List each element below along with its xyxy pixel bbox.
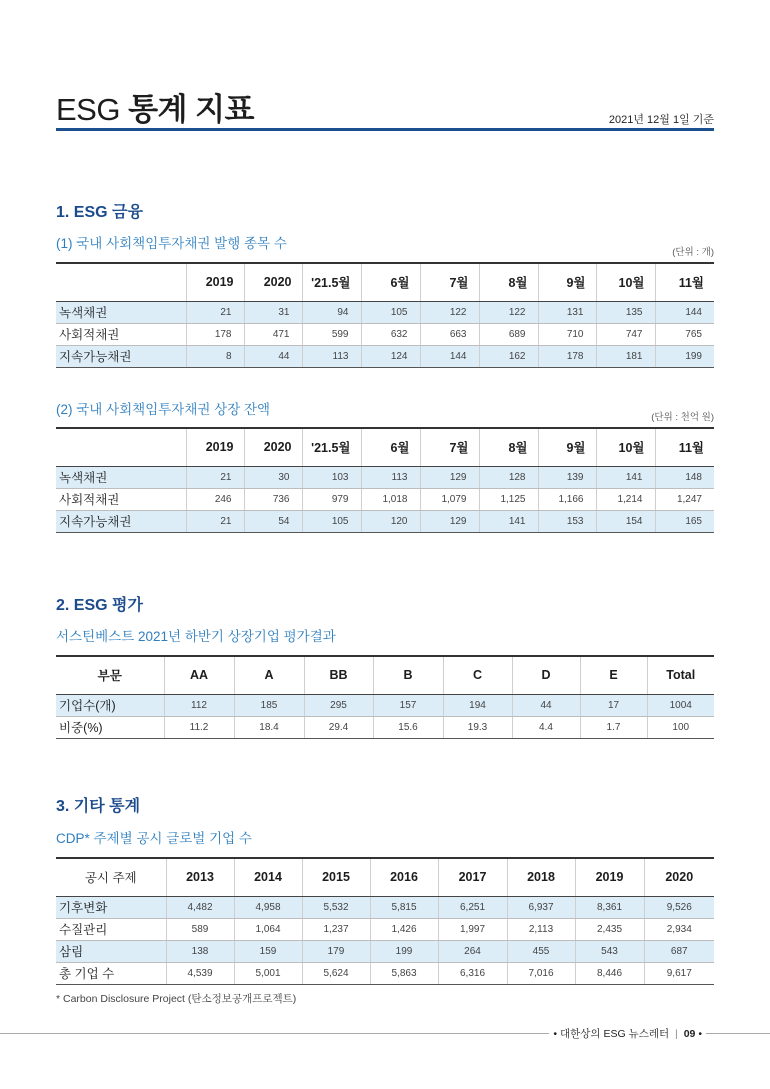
- table-cell: 5,815: [370, 896, 438, 918]
- table-cell: 455: [507, 940, 575, 962]
- table-cell: 128: [479, 466, 538, 488]
- column-header: 2019: [186, 428, 244, 466]
- table-row: [56, 323, 714, 345]
- column-header: '21.5월: [302, 263, 361, 301]
- column-header: 8월: [479, 263, 538, 301]
- row-label: 기업수(개): [56, 694, 164, 716]
- table-cell: 113: [361, 466, 420, 488]
- column-header: 2014: [234, 858, 302, 896]
- page-number: 09: [683, 1028, 696, 1040]
- table-cell: 100: [647, 716, 714, 738]
- rating-subtitle: 서스틴베스트 2021년 하반기 상장기업 평가결과: [56, 629, 336, 644]
- table-cell: 4,958: [234, 896, 302, 918]
- table-cell: 194: [443, 694, 512, 716]
- table-cell: 5,624: [302, 962, 370, 984]
- column-header: [56, 263, 186, 301]
- table-cell: 5,532: [302, 896, 370, 918]
- table-cell: 765: [655, 323, 714, 345]
- table-cell: 131: [538, 301, 596, 323]
- table-header-row: [56, 428, 714, 466]
- column-header: 2018: [507, 858, 575, 896]
- table-cell: 157: [373, 694, 443, 716]
- table-cell: 710: [538, 323, 596, 345]
- table-row: [56, 716, 714, 738]
- column-header: 10월: [596, 428, 655, 466]
- column-header: 공시 주제: [56, 858, 166, 896]
- table-cell: 112: [164, 694, 234, 716]
- table-cell: 543: [575, 940, 644, 962]
- table-header-row: [56, 858, 714, 896]
- column-header: D: [512, 656, 580, 694]
- table-cell: 148: [655, 466, 714, 488]
- table-row: [56, 962, 714, 984]
- table-cell: 103: [302, 466, 361, 488]
- table-cell: 181: [596, 345, 655, 367]
- table-row: [56, 301, 714, 323]
- table1-unit: (단위 : 개): [672, 247, 714, 258]
- footer-publication: 대한상의 ESG 뉴스레터: [559, 1028, 670, 1040]
- page-title-latin: ESG: [56, 92, 120, 127]
- column-header: 10월: [596, 263, 655, 301]
- column-header: 부문: [56, 656, 164, 694]
- table-cell: 11.2: [164, 716, 234, 738]
- table-cell: 4,482: [166, 896, 234, 918]
- table-cell: 165: [655, 510, 714, 532]
- table-cell: 19.3: [443, 716, 512, 738]
- table-cell: 6,937: [507, 896, 575, 918]
- table-cell: 15.6: [373, 716, 443, 738]
- table1-subtitle: (1) 국내 사회책임투자채권 발행 종목 수: [56, 236, 287, 251]
- table-cell: 1,426: [370, 918, 438, 940]
- footer-bullet-right: •: [698, 1028, 702, 1040]
- table-header-row: [56, 263, 714, 301]
- table-cell: 9,617: [644, 962, 714, 984]
- table-header-row: [56, 656, 714, 694]
- table-cell: 1,237: [302, 918, 370, 940]
- table-cell: 2,934: [644, 918, 714, 940]
- column-header: 6월: [361, 263, 420, 301]
- table-cell: 1,997: [438, 918, 507, 940]
- table-cell: 124: [361, 345, 420, 367]
- bond-issuance-count-table: [56, 262, 714, 368]
- table-cell: 120: [361, 510, 420, 532]
- table-cell: 1,247: [655, 488, 714, 510]
- table-cell: 295: [304, 694, 373, 716]
- table-cell: 6,316: [438, 962, 507, 984]
- table-cell: 144: [420, 345, 479, 367]
- row-label: 녹색채권: [56, 301, 186, 323]
- table-cell: 29.4: [304, 716, 373, 738]
- table-cell: 162: [479, 345, 538, 367]
- table-cell: 9,526: [644, 896, 714, 918]
- column-header: 2020: [244, 263, 302, 301]
- table-cell: 7,016: [507, 962, 575, 984]
- table-cell: 8: [186, 345, 244, 367]
- table-cell: 1,166: [538, 488, 596, 510]
- footnote: * Carbon Disclosure Project (탄소정보공개프로젝트): [56, 993, 297, 1005]
- table-row: [56, 488, 714, 510]
- row-label: 녹색채권: [56, 466, 186, 488]
- table-cell: 8,361: [575, 896, 644, 918]
- cdp-subtitle: CDP* 주제별 공시 글로벌 기업 수: [56, 831, 252, 846]
- table-cell: 185: [234, 694, 304, 716]
- column-header: 2019: [575, 858, 644, 896]
- column-header: '21.5월: [302, 428, 361, 466]
- row-label: 기후변화: [56, 896, 166, 918]
- table-cell: 2,113: [507, 918, 575, 940]
- section-heading-esg-finance: 1. ESG 금융: [56, 204, 143, 221]
- table-cell: 21: [186, 466, 244, 488]
- table-cell: 736: [244, 488, 302, 510]
- table-cell: 135: [596, 301, 655, 323]
- row-label: 사회적채권: [56, 323, 186, 345]
- section-heading-esg-rating: 2. ESG 평가: [56, 597, 143, 614]
- table-cell: 4,539: [166, 962, 234, 984]
- row-label: 사회적채권: [56, 488, 186, 510]
- row-label: 수질관리: [56, 918, 166, 940]
- column-header: 11월: [655, 428, 714, 466]
- table-cell: 471: [244, 323, 302, 345]
- row-label: 지속가능채권: [56, 510, 186, 532]
- table2-unit: (단위 : 천억 원): [651, 412, 714, 423]
- table-row: [56, 694, 714, 716]
- column-header: 2020: [244, 428, 302, 466]
- table-cell: 2,435: [575, 918, 644, 940]
- table-cell: 589: [166, 918, 234, 940]
- table-cell: 129: [420, 466, 479, 488]
- table-cell: 1,079: [420, 488, 479, 510]
- column-header: 2019: [186, 263, 244, 301]
- table-row: [56, 918, 714, 940]
- table-cell: 4.4: [512, 716, 580, 738]
- table-cell: 159: [234, 940, 302, 962]
- column-header: 2015: [302, 858, 370, 896]
- table-cell: 30: [244, 466, 302, 488]
- table-cell: 246: [186, 488, 244, 510]
- table-cell: 144: [655, 301, 714, 323]
- table-cell: 179: [302, 940, 370, 962]
- table-cell: 178: [186, 323, 244, 345]
- footer-separator: |: [675, 1028, 678, 1040]
- table-cell: 21: [186, 510, 244, 532]
- row-label: 지속가능채권: [56, 345, 186, 367]
- table-cell: 1.7: [580, 716, 647, 738]
- table-cell: 178: [538, 345, 596, 367]
- table-cell: 153: [538, 510, 596, 532]
- table-cell: 139: [538, 466, 596, 488]
- column-header: 6월: [361, 428, 420, 466]
- column-header: AA: [164, 656, 234, 694]
- table-cell: 141: [479, 510, 538, 532]
- section-heading-other-stats: 3. 기타 통계: [56, 798, 141, 815]
- page-title: [56, 84, 254, 129]
- footer-bullet-left: •: [553, 1028, 558, 1040]
- table-cell: 21: [186, 301, 244, 323]
- table2-subtitle: (2) 국내 사회책임투자채권 상장 잔액: [56, 402, 271, 417]
- table-cell: 54: [244, 510, 302, 532]
- table-cell: 264: [438, 940, 507, 962]
- bond-listing-balance-table: [56, 427, 714, 533]
- esg-rating-table: [56, 655, 714, 739]
- column-header: 2016: [370, 858, 438, 896]
- column-header: C: [443, 656, 512, 694]
- cdp-disclosure-table: [56, 857, 714, 985]
- table-cell: 122: [420, 301, 479, 323]
- table-cell: 105: [302, 510, 361, 532]
- table-row: [56, 896, 714, 918]
- table-cell: 1004: [647, 694, 714, 716]
- page-footer: [549, 1026, 706, 1041]
- table-cell: 1,214: [596, 488, 655, 510]
- table-cell: 129: [420, 510, 479, 532]
- column-header: 9월: [538, 263, 596, 301]
- row-label: 총 기업 수: [56, 962, 166, 984]
- base-date: 2021년 12월 1일 기준: [608, 114, 714, 126]
- title-divider: [56, 128, 714, 131]
- table-cell: 6,251: [438, 896, 507, 918]
- column-header: 11월: [655, 263, 714, 301]
- table-cell: 1,125: [479, 488, 538, 510]
- table-cell: 18.4: [234, 716, 304, 738]
- table-cell: 138: [166, 940, 234, 962]
- table-cell: 105: [361, 301, 420, 323]
- column-header: 8월: [479, 428, 538, 466]
- table-cell: 687: [644, 940, 714, 962]
- column-header: BB: [304, 656, 373, 694]
- table-cell: 17: [580, 694, 647, 716]
- column-header: 2017: [438, 858, 507, 896]
- table-cell: 44: [244, 345, 302, 367]
- table-cell: 5,001: [234, 962, 302, 984]
- table-cell: 8,446: [575, 962, 644, 984]
- page-title-korean: 통계 지표: [128, 92, 254, 127]
- table-cell: 1,064: [234, 918, 302, 940]
- column-header: 2020: [644, 858, 714, 896]
- table-cell: 44: [512, 694, 580, 716]
- table-cell: 599: [302, 323, 361, 345]
- table-cell: 689: [479, 323, 538, 345]
- table-cell: 5,863: [370, 962, 438, 984]
- table-cell: 632: [361, 323, 420, 345]
- table-cell: 31: [244, 301, 302, 323]
- table-row: [56, 466, 714, 488]
- table-row: [56, 345, 714, 367]
- table-cell: 154: [596, 510, 655, 532]
- column-header: 9월: [538, 428, 596, 466]
- column-header: A: [234, 656, 304, 694]
- table-cell: 141: [596, 466, 655, 488]
- column-header: 7월: [420, 428, 479, 466]
- row-label: 비중(%): [56, 716, 164, 738]
- table-cell: 113: [302, 345, 361, 367]
- table-cell: 199: [370, 940, 438, 962]
- table-row: [56, 510, 714, 532]
- row-label: 삼림: [56, 940, 166, 962]
- table-cell: 94: [302, 301, 361, 323]
- table-cell: 122: [479, 301, 538, 323]
- table-cell: 747: [596, 323, 655, 345]
- column-header: [56, 428, 186, 466]
- table-cell: 1,018: [361, 488, 420, 510]
- table-row: [56, 940, 714, 962]
- column-header: 7월: [420, 263, 479, 301]
- column-header: 2013: [166, 858, 234, 896]
- column-header: Total: [647, 656, 714, 694]
- table-cell: 199: [655, 345, 714, 367]
- table-cell: 663: [420, 323, 479, 345]
- column-header: E: [580, 656, 647, 694]
- table-cell: 979: [302, 488, 361, 510]
- column-header: B: [373, 656, 443, 694]
